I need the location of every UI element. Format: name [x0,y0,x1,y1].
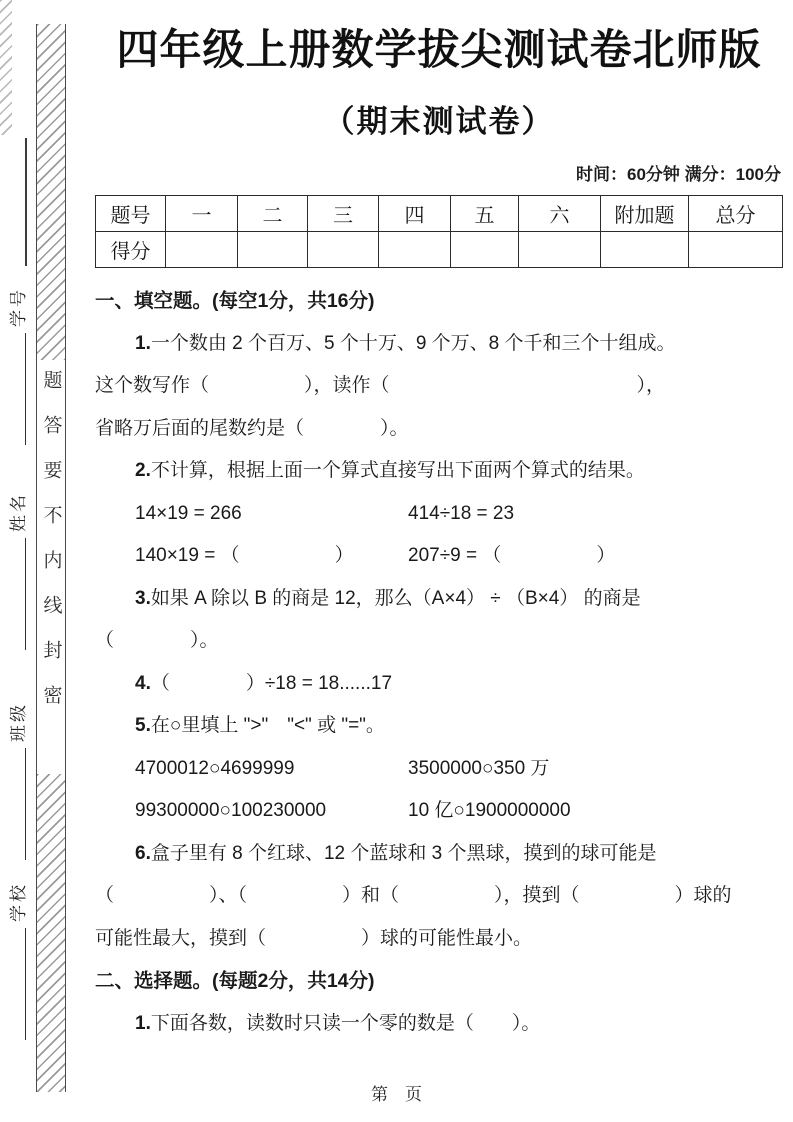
question-1-line-1 [95,323,783,366]
equation-blank: 207÷9 = （ ） [408,545,616,566]
seal-line-text: 题答要不内线封密 [40,370,62,730]
page-title: 四年级上册数学拔尖测试卷北师版 [116,26,762,73]
question-6-line-1 [95,833,783,876]
question-6-line-3: 可能性最大，摸到（ ）球的可能性最小。 [95,927,533,949]
header-col-1: 一 [166,196,238,232]
corner-hatch-decoration [0,0,12,135]
header-col-6: 六 [519,196,601,232]
question-3-line-2: （ ）。 [95,630,219,651]
student-name-field [7,492,29,650]
student-name-blank-line [25,538,26,650]
equation-blank: 140×19 = （ ） [135,545,354,566]
score-table-score-row [96,232,783,268]
score-row-label: 得分 [96,232,166,268]
seal-line-strip [36,24,66,1092]
blank-line [25,138,27,266]
class-blank-line [25,748,26,860]
question-3-text: 如果 A 除以 B 的商是 12，那么（A×4） ÷ （B×4） 的商是 [150,587,641,609]
question-5-compare-row-1 [95,748,783,791]
exam-content [95,0,783,1045]
question-4-number: 4. [135,672,151,694]
school-blank-line [25,928,26,1040]
score-cell [451,232,519,268]
class-label: 班级 [9,702,28,742]
header-total: 总分 [689,196,783,232]
compare-item: 10 亿○1900000000 [408,800,571,821]
equation: 14×19 = 266 [135,502,242,524]
score-table-header-row [96,196,783,232]
question-3-number: 3. [135,587,151,609]
class-field [7,702,29,860]
compare-item: 99300000○100230000 [135,800,327,821]
question-1-line-3: 省略万后面的尾数约是（ ）。 [95,417,409,439]
section-1-heading: 一、填空题。(每空1分，共16分) [95,290,375,312]
question-2-number: 2. [135,460,151,481]
page-subtitle: （期末测试卷） [323,104,555,139]
compare-item: 4700012○4699999 [135,757,295,779]
section-2-question-1 [95,1003,783,1046]
header-col-2: 二 [238,196,308,232]
question-6-text: 盒子里有 8 个红球、12 个蓝球和 3 个黑球，摸到的球可能是 [150,842,657,864]
question-3-line-1 [95,578,783,621]
header-col-5: 五 [451,196,519,232]
question-2-text: 不计算，根据上面一个算式直接写出下面两个算式的结果。 [150,460,645,481]
section-2-question-1-number: 1. [135,1012,151,1034]
score-table [95,195,783,268]
question-6-line-2: （ ）、（ ）和（ ），摸到（ ）球的 [95,885,732,906]
school-label: 学校 [9,882,28,922]
seal-hatch-top [37,24,65,360]
score-cell [519,232,601,268]
school-field [7,882,29,1040]
score-cell [166,232,238,268]
section-2-heading: 二、选择题。(每题2分，共14分) [95,970,375,992]
time-score-info: 时间：60分钟 满分：100分 [576,165,781,184]
student-id-label: 学号 [9,287,28,327]
question-body [95,280,783,1045]
student-id-field [7,287,29,445]
question-2-line-1 [95,450,783,493]
header-col-3: 三 [308,196,379,232]
question-1-text: 一个数由 2 个百万、5 个十万、9 个万、8 个千和三个十组成。 [150,332,676,354]
section-2-question-1-text: 下面各数，读数时只读一个零的数是（ ）。 [150,1012,541,1034]
score-cell [308,232,379,268]
question-5-line-1 [95,705,783,748]
header-question-number: 题号 [96,196,166,232]
question-5-compare-row-2 [95,790,783,833]
question-5-text: 在○里填上 ">" "<" 或 "="。 [150,715,385,736]
student-id-blank-line [25,333,26,445]
page-footer: 第 页 [371,1085,422,1104]
score-cell [238,232,308,268]
question-1-line-2: 这个数写作（ ），读作（ ）， [95,375,666,396]
compare-item: 3500000○350 万 [408,757,550,779]
equation: 414÷18 = 23 [408,502,515,524]
score-cell [689,232,783,268]
score-cell [601,232,689,268]
seal-hatch-bottom [37,774,65,1092]
student-name-label: 姓名 [9,492,28,532]
seal-text-window [37,360,65,774]
question-5-number: 5. [135,715,151,736]
question-1-number: 1. [135,332,151,354]
score-cell [379,232,451,268]
question-4-line-1 [95,663,783,706]
question-6-number: 6. [135,842,151,864]
question-4-text: （ ）÷18 = 18......17 [150,672,393,694]
header-col-4: 四 [379,196,451,232]
header-bonus: 附加题 [601,196,689,232]
question-2-equations-row-1 [95,493,783,536]
question-2-equations-row-2 [95,535,783,578]
